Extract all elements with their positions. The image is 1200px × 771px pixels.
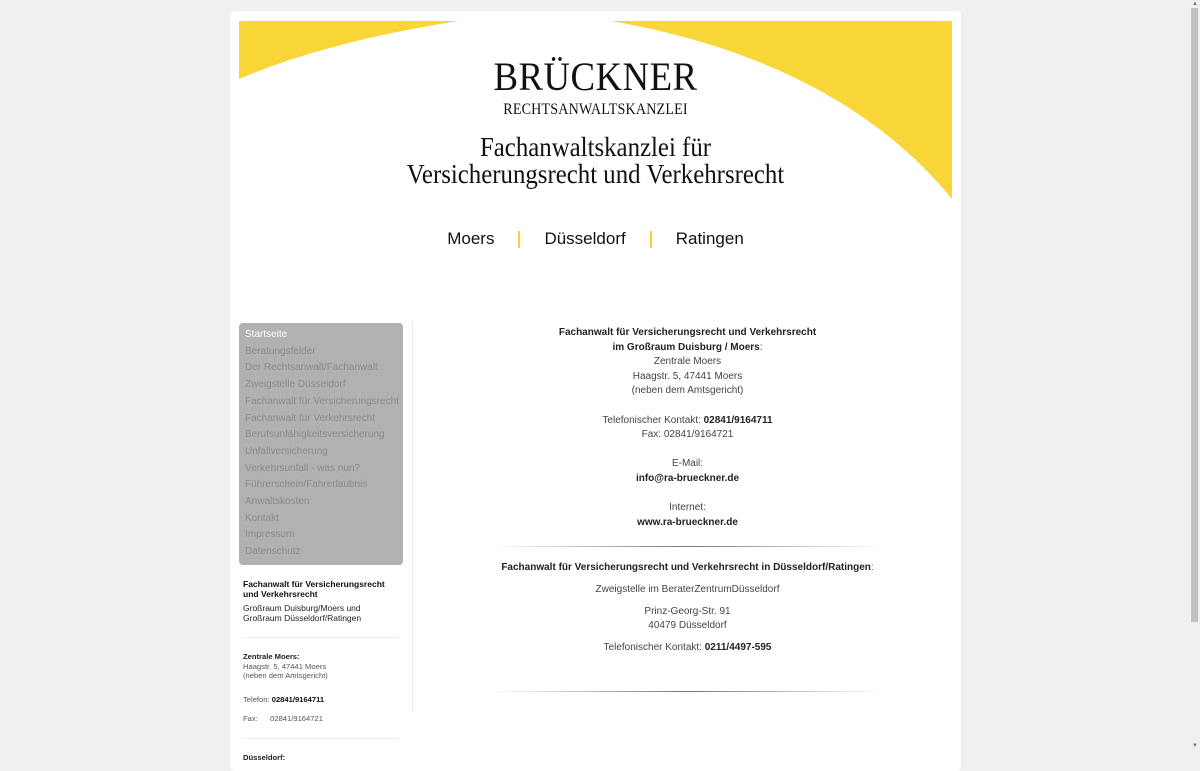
page-container <box>230 11 961 771</box>
phone-value: 0211/4497-595 <box>704 641 772 653</box>
moers-section <box>415 326 960 530</box>
divider <box>243 637 399 638</box>
moers-note: (neben dem Amtsgericht) <box>631 385 744 397</box>
scroll-up-arrow-icon[interactable]: ▲ <box>1192 1 1198 7</box>
moers-heading-1: Fachanwalt für Versicherungsrecht und Verkehrsrecht <box>558 327 817 338</box>
sidebar-info-title: Fachanwalt für Versicherungsrecht und Verkehrsrecht <box>243 578 385 599</box>
duesseldorf-heading: Fachanwalt für Versicherungsrecht und Verkehrsrecht in Düsseldorf/Ratingen <box>501 562 871 574</box>
horizontal-divider <box>493 546 883 547</box>
phone-value: 02841/9164711 <box>703 414 773 426</box>
sidebar-item-zweigstelle[interactable]: Zweigstelle Düsseldorf <box>245 379 346 391</box>
location-link-duesseldorf[interactable]: Düsseldorf <box>544 229 626 248</box>
sidebar-item-anwaltskosten[interactable]: Anwaltskosten <box>245 496 310 508</box>
duesseldorf-street: Prinz-Georg-Str. 91 <box>644 605 731 617</box>
sidebar-menu <box>239 323 403 565</box>
sidebar-item-berufsunfaehigkeit[interactable]: Berufsunfähigkeitsversicherung <box>245 429 385 441</box>
moers-office: Zentrale Moers <box>653 356 722 368</box>
horizontal-divider <box>493 691 883 692</box>
sidebar-item-kontakt[interactable]: Kontakt <box>245 512 279 524</box>
email-link[interactable]: info@ra-brueckner.de <box>635 472 740 484</box>
fax-value: 02841/9164721 <box>270 713 323 723</box>
main-content <box>415 326 960 692</box>
moers-fax: Fax: 02841/9164721 <box>641 429 734 441</box>
duesseldorf-section <box>415 561 960 655</box>
sidebar-item-impressum[interactable]: Impressum <box>245 529 295 541</box>
brand-name: BRÜCKNER <box>493 54 698 99</box>
scroll-down-arrow-icon[interactable]: ▼ <box>1192 743 1198 749</box>
fax-label: Fax: <box>243 713 258 723</box>
duesseldorf-phone <box>415 641 960 656</box>
duesseldorf-city: 40479 Düsseldorf <box>648 620 727 632</box>
sidebar-item-beratungsfelder[interactable]: Beratungsfelder <box>245 345 316 357</box>
phone-row <box>243 695 399 705</box>
sidebar-item-unfallversicherung[interactable]: Unfallversicherung <box>245 445 328 457</box>
moers-heading-2: im Großraum Duisburg / Moers <box>612 341 760 353</box>
moers-label: Zentrale Moers: <box>243 651 300 661</box>
vertical-scrollbar[interactable] <box>1190 0 1200 750</box>
tagline-line-1: Fachanwaltskanzlei für <box>479 132 712 162</box>
scrollbar-thumb[interactable] <box>1191 8 1198 622</box>
separator <box>518 231 520 248</box>
tagline <box>268 134 924 188</box>
sidebar-contact-info <box>239 565 403 763</box>
sidebar-info-subtitle: Großraum Duisburg/Moers und Großraum Düsseldorf/Ratingen <box>243 602 362 623</box>
location-link-ratingen[interactable]: Ratingen <box>675 229 744 248</box>
sidebar-item-verkehrsrecht[interactable]: Fachanwalt für Verkehrsrecht <box>245 412 376 424</box>
duesseldorf-office: Zweigstelle im BeraterZentrumDüsseldorf <box>595 583 780 595</box>
sidebar-item-versicherungsrecht[interactable]: Fachanwalt für Versicherungsrecht <box>245 395 399 407</box>
separator <box>650 231 652 248</box>
sidebar-item-startseite[interactable]: Startseite <box>245 329 288 340</box>
sidebar-item-fuehrerschein[interactable]: Führerschein/Fahrerlaubnis <box>245 479 368 491</box>
phone-label: Telefonischer Kontakt: <box>602 414 704 426</box>
fax-row <box>243 714 399 724</box>
sidebar-item-rechtsanwalt[interactable]: Der Rechtsanwalt/Fachanwalt <box>245 362 378 374</box>
sidebar-item-verkehrsunfall[interactable]: Verkehrsunfall - was nun? <box>245 462 361 474</box>
brand-subtitle: RECHTSANWALTSKANZLEI <box>503 101 688 118</box>
column-divider <box>412 322 413 712</box>
header-banner <box>239 21 952 311</box>
phone-label: Telefon: <box>243 694 270 704</box>
internet-label: Internet: <box>669 502 706 514</box>
email-label: E-Mail: <box>671 458 704 470</box>
moers-phone <box>415 414 960 429</box>
phone-value: 02841/9164711 <box>271 694 325 704</box>
sidebar <box>239 323 403 763</box>
tagline-line-2: Versicherungsrecht und Verkehrsrecht <box>406 159 785 189</box>
phone-label: Telefonischer Kontakt: <box>603 641 705 653</box>
sidebar-item-datenschutz[interactable]: Datenschutz <box>245 546 301 558</box>
heading-colon: : <box>870 562 874 574</box>
moers-note: (neben dem Amtsgericht) <box>243 671 328 681</box>
moers-address: Haagstr. 5, 47441 Moers <box>243 661 327 671</box>
divider <box>243 738 399 739</box>
location-link-moers[interactable]: Moers <box>447 229 495 248</box>
location-nav <box>239 229 952 249</box>
website-link[interactable]: www.ra-brueckner.de <box>637 516 738 528</box>
heading-colon: : <box>759 341 763 353</box>
moers-address: Haagstr. 5, 47441 Moers <box>632 370 743 382</box>
duesseldorf-label: Düsseldorf: <box>243 752 286 762</box>
